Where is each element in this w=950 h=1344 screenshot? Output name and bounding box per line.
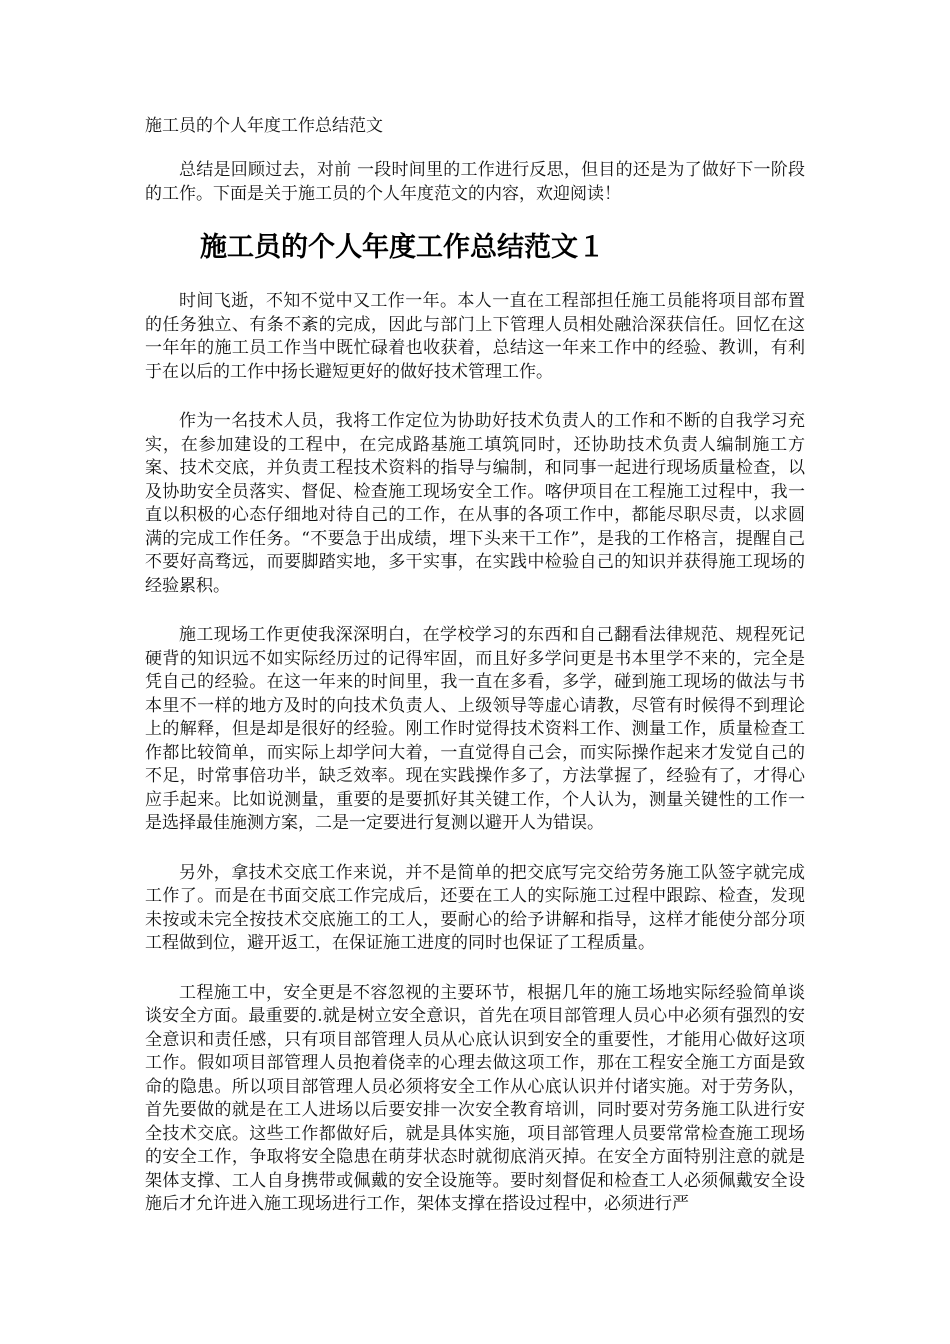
body-paragraph-3: 施工现场工作更使我深深明白，在学校学习的东西和自己翻看法律规范、规程死记硬背的知识远不如实际经历过的记得牢固，而且好多学问更是书本里学不来的，完全是凭自己的经验。在这一年来的时间里，我一直在多看，多学，碰到施工现场的做法与书本里不一样的地方及时的向技术负责人、上级领导等虚心请教，尽管有时候得不到理论上的解释，但是却是很好的经验。刚工作时觉得技术资料工作、测量工作，质量检查工作都比较简单，而实际上却学问大着，一直觉得自己会，而实际操作起来才发觉自己的不足，时常事倍功半，缺乏效率。现在实践操作多了，方法掌握了，经验有了，才得心应手起来。比如说测量，重要的是要抓好其关键工作，个人认为，测量关键性的工作一是选择最佳施测方案，二是一定要进行复测以避开人为错误。: [145, 625, 805, 833]
body-paragraph-1: 时间飞逝，不知不觉中又工作一年。本人一直在工程部担任施工员能将项目部布置的任务独立、有条不紊的完成，因此与部门上下管理人员相处融洽深获信任。回忆在这一年年的施工员工作当中既忙碌着也收获着，总结这一年来工作中的经验、教训，有利于在以后的工作中扬长避短更好的做好技术管理工作。: [145, 291, 805, 382]
body-paragraph-2: 作为一名技术人员，我将工作定位为协助好技术负责人的工作和不断的自我学习充实，在参加建设的工程中，在完成路基施工填筑同时，还协助技术负责人编制施工方案、技术交底，并负责工程技术资料的指导与编制，和同事一起进行现场质量检查，以及协助安全员落实、督促、检查施工现场安全工作。喀伊项目在工程施工过程中，我一直以积极的心态仔细地对待自己的工作，在从事的各项工作中，都能尽职尽责，以求圆满的完成工作任务。“不要急于出成绩，埋下头来干工作”，是我的工作格言，提醒自己不要好高骛远，而要脚踏实地，多干实事，在实践中检验自己的知识并获得施工现场的经验累积。: [145, 411, 805, 596]
document-title: 施工员的个人年度工作总结范文: [145, 116, 383, 136]
body-paragraph-4: 另外，拿技术交底工作来说，并不是简单的把交底写完交给劳务施工队签字就完成工作了。而是在书面交底工作完成后，还要在工人的实际施工过程中跟踪、检查，发现未按或未完全按技术交底施工的工人，要耐心的给予讲解和指导，这样才能使分部分项工程做到位，避开返工，在保证施工进度的同时也保证了工程质量。: [145, 862, 805, 953]
section-heading: 施工员的个人年度工作总结范文１: [200, 232, 605, 263]
intro-paragraph: 总结是回顾过去，对前 一段时间里的工作进行反思，但目的还是为了做好下一阶段的工作。下面是关于施工员的个人年度范文的内容，欢迎阅读！: [145, 160, 805, 204]
document-body: [145, 113, 805, 1243]
body-paragraph-5: 工程施工中，安全更是不容忽视的主要环节，根据几年的施工场地实际经验简单谈谈安全方面。最重要的.就是树立安全意识，首先在项目部管理人员心中必须有强烈的安全意识和责任感，只有项目部管理人员从心底认识到安全的重要性，才能用心做好这项工作。假如项目部管理人员抱着侥幸的心理去做这项工作，那在工程安全施工方面是致命的隐患。所以项目部管理人员必须将安全工作从心底认识并付诸实施。对于劳务队，首先要做的就是在工人进场以后要安排一次安全教育培训，同时要对劳务施工队进行安全技术交底。这些工作都做好后，就是具体实施，项目部管理人员要常常检查施工现场的安全工作，争取将安全隐患在萌芽状态时就彻底消灭掉。在安全方面特别注意的就是架体支撑、工人自身携带或佩戴的安全设施等。要时刻督促和检查工人必须佩戴安全设施后才允许进入施工现场进行工作，架体支撑在搭设过程中，必须进行严: [145, 982, 805, 1214]
